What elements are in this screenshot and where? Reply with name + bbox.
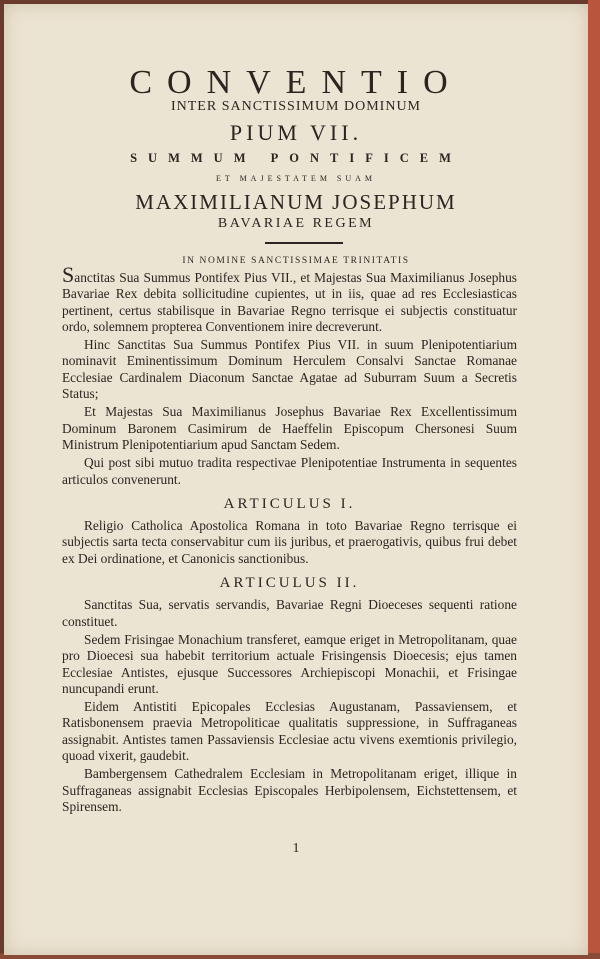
document-body — [62, 262, 517, 817]
heading-line-regem: BAVARIAE REGEM — [217, 216, 375, 231]
preamble-paragraph-2: Hinc Sanctitas Sua Summus Pontifex Pius VII. in suum Plenipotentiarium nominavit Eminentissimum Dominum Herculem Consalvi Sanctae Romanae Ecclesiae Cardinalem Diaconum Sanctae Agatae ad Suburram Suum a Secretis Status; — [62, 337, 517, 402]
heading-line-inter: INTER SANCTISSIMUM DOMINUM — [170, 99, 421, 114]
article-1-heading: ARTICULUS I. — [223, 495, 356, 512]
page-number: 1 — [292, 841, 300, 856]
article-2-heading: ARTICULUS II. — [219, 575, 360, 592]
heading-line-majestatem: ET MAJESTATEM SUAM — [215, 174, 377, 183]
article-2-paragraph-2: Sedem Frisingae Monachium transferet, eamque eriget in Metropolitanam, quae pro Dioecesi sua habebit territorium actuale Frisingensis Dioecesis; ejus tamen Ecclesiae Antistes, ejusque Successores Archiepiscopi Monachii, et Frisingae nuncupandi erunt. — [62, 631, 517, 696]
document-title: CONVENTIO — [129, 64, 463, 101]
article-2-paragraph-1: Sanctitas Sua, servatis servandis, Bavariae Regni Dioeceses sequenti ratione constituet. — [62, 597, 517, 629]
article-2-paragraph-4: Bambergensem Cathedralem Ecclesiam in Metropolitanam eriget, illique in Suffraganeas assignabit Ecclesias Episcopales Herbipolensem, Eichstettensem, et Spirensem. — [62, 766, 517, 814]
preamble-paragraph-3: Et Majestas Sua Maximilianus Josephus Bavariae Rex Excellentissimum Dominum Baronem Casimirum de Haeffelin Episcopum Chersonesi Suum Ministrum Plenipotentiarium apud Sanctam Sedem. — [62, 404, 517, 452]
drop-cap: S — [62, 262, 75, 287]
invocation: IN NOMINE SANCTISSIMAE TRINITATIS — [182, 256, 410, 266]
heading-line-maximilianum: MAXIMILIANUM JOSEPHUM — [135, 190, 457, 214]
document-page — [4, 4, 588, 955]
preamble-paragraph-1: Sanctitas Sua Summus Pontifex Pius VII., et Majestas Sua Maximilianus Josephus Bavariae Rex debita sollicitudine cupientes, ut in iis, quae ad res Ecclesiasticas pertinent, certus stabilisque in Bavariae Regno terrisque ei subjectis constituatur ordo, solemnem propterea Conventionem inire decreverunt. — [62, 262, 517, 334]
heading-divider — [265, 242, 343, 244]
heading-line-pontificem: SUMMUM PONTIFICEM — [130, 151, 462, 165]
heading-line-pius: PIUM VII. — [229, 120, 363, 145]
preamble-paragraph-4: Qui post sibi mutuo tradita respectivae Plenipotentiae Instrumenta in sequentes articulos convenerunt. — [62, 455, 517, 487]
article-2-paragraph-3: Eidem Antistiti Epicopales Ecclesias Augustanam, Passaviensem, et Ratisbonensem praevia Metropoliticae qualitatis suppressione, in Suffraganeas assignabit. Antistes tamen Passaviensis Ecclesiae actu vivens exemtionis privilegio, quoad vixerit, gaudebit. — [62, 699, 517, 764]
book-edge-right — [588, 0, 600, 959]
article-1-paragraph-1: Religio Catholica Apostolica Romana in toto Bavariae Regno terrisque ei subjectis sarta tecta conservabitur cum iis juribus, et praerogativis, quibus frui debet ex Dei ordinatione, et Canonicis sanctionibus. — [62, 518, 517, 566]
